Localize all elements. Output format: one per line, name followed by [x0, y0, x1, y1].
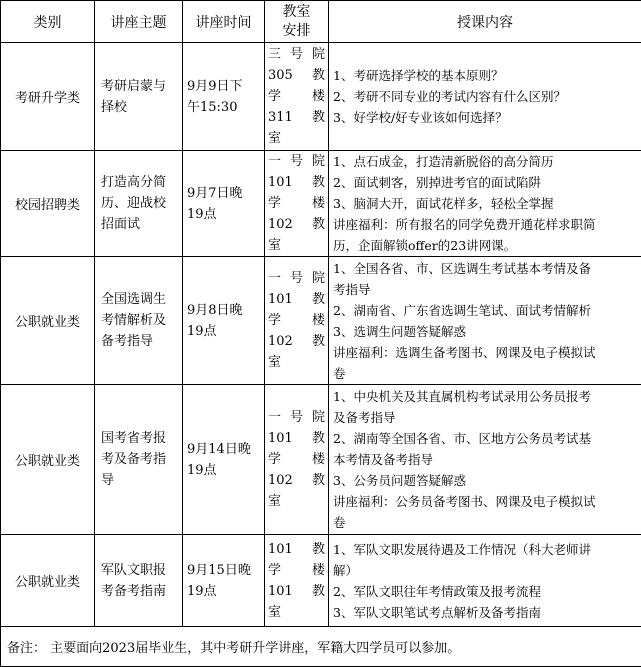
- category-cell: 公职就业类: [1, 385, 95, 535]
- category-cell: 公职就业类: [1, 535, 95, 627]
- content-cell-line: 及备考指导: [333, 407, 637, 428]
- content-cell-line: 2、考研不同专业的考试内容有什么区别？: [333, 86, 637, 107]
- content-cell-line: 3、好学校/好专业该如何选择？: [333, 107, 637, 128]
- content-cell-line: 解）: [333, 560, 637, 581]
- room-cell-line: 311 教: [268, 107, 325, 128]
- content-cell-line: 1、全国各省、市、区选调生考试基本考情及备: [333, 258, 637, 279]
- header-room-line-1: 教室: [269, 3, 324, 22]
- room-cell-line: 室: [268, 235, 325, 256]
- header-topic: 讲座主题: [95, 1, 183, 43]
- room-cell-line: 102 教: [268, 470, 325, 491]
- time-cell: [183, 257, 265, 385]
- content-cell-line: 3、脑洞大开，面试花样多，轻松全掌握: [333, 193, 637, 214]
- time-cell-line: 9月7日晚: [187, 183, 260, 204]
- content-cell: [329, 257, 641, 385]
- time-cell-line: 午15:30: [187, 97, 260, 118]
- content-cell-line: 考指导: [333, 279, 637, 300]
- content-cell-line: 讲座福利：所有报名的同学免费开通花样求职简: [333, 214, 637, 235]
- topic-cell-line: 招面试: [101, 214, 178, 235]
- content-cell-line: 1、点石成金，打造清新脱俗的高分简历: [333, 151, 637, 172]
- header-category: 类别: [1, 1, 95, 43]
- content-cell: [329, 151, 641, 257]
- header-room: [265, 1, 329, 43]
- category-cell: 考研升学类: [1, 43, 95, 151]
- room-cell-line: 学 楼: [268, 560, 325, 581]
- content-cell-line: 2、军队文职往年考情政策及报考流程: [333, 581, 637, 602]
- topic-cell-line: 择校: [101, 97, 178, 118]
- room-cell-line: 室: [268, 352, 325, 373]
- room-cell-line: 一号院: [268, 151, 325, 172]
- topic-cell-line: 国考省考报: [101, 428, 178, 449]
- room-cell-line: 101 教: [268, 289, 325, 310]
- content-cell: [329, 535, 641, 627]
- category-cell: 公职就业类: [1, 257, 95, 385]
- room-cell-line: 室: [268, 491, 325, 512]
- topic-cell-line: 备考指导: [101, 331, 178, 352]
- room-cell-line: 305 教: [268, 65, 325, 86]
- content-cell-line: 2、湖南等全国各省、市、区地方公务员考试基: [333, 428, 637, 449]
- content-cell-line: 历，企面解锁offer的23讲网课。: [333, 235, 637, 256]
- time-cell-line: 9月15日晚: [187, 560, 260, 581]
- topic-cell-line: 全国选调生: [101, 289, 178, 310]
- note-text: 备注： 主要面向2023届毕业生，其中考研升学讲座，军籍大四学员可以参加。: [1, 627, 641, 667]
- time-cell-line: 9月14日晚: [187, 439, 260, 460]
- topic-cell: [95, 257, 183, 385]
- content-cell-line: 2、面试刺客，别掉进考官的面试陷阱: [333, 172, 637, 193]
- time-cell-line: 9月9日下: [187, 76, 260, 97]
- time-cell-line: 19点: [187, 581, 260, 602]
- content-cell-line: 3、公务员问题答疑解惑: [333, 470, 637, 491]
- topic-cell-line: 导: [101, 470, 178, 491]
- content-cell-line: 2、湖南省、广东省选调生笔试、面试考情解析: [333, 300, 637, 321]
- topic-cell: [95, 535, 183, 627]
- room-cell-line: 102 教: [268, 214, 325, 235]
- room-cell: [265, 43, 329, 151]
- content-cell-line: 1、中央机关及其直属机构考试录用公务员报考: [333, 386, 637, 407]
- room-cell: [265, 257, 329, 385]
- header-time: 讲座时间: [183, 1, 265, 43]
- topic-cell-line: 军队文职报: [101, 560, 178, 581]
- topic-cell: [95, 151, 183, 257]
- room-cell: [265, 151, 329, 257]
- content-cell-line: 1、考研选择学校的基本原则？: [333, 65, 637, 86]
- time-cell-line: 19点: [187, 460, 260, 481]
- content-cell-line: 3、选调生问题答疑解惑: [333, 321, 637, 342]
- room-cell-line: 一号院: [268, 268, 325, 289]
- time-cell: [183, 43, 265, 151]
- content-cell-line: 1、军队文职发展待遇及工作情况（科大老师讲: [333, 539, 637, 560]
- topic-cell-line: 考情解析及: [101, 310, 178, 331]
- room-cell-line: 101 教: [268, 539, 325, 560]
- table-row: [1, 385, 641, 535]
- time-cell: [183, 535, 265, 627]
- content-cell-line: 3、军队文职笔试考点解析及备考指南: [333, 602, 637, 623]
- header-room-line-2: 安排: [269, 22, 324, 41]
- content-cell-line: 卷: [333, 512, 637, 533]
- room-cell-line: 学 楼: [268, 310, 325, 331]
- time-cell-line: 9月8日晚: [187, 300, 260, 321]
- table-row: [1, 151, 641, 257]
- room-cell-line: 101 教: [268, 581, 325, 602]
- content-cell-line: 讲座福利：选调生备考图书、网课及电子模拟试: [333, 342, 637, 363]
- room-cell: [265, 385, 329, 535]
- content-cell-line: 讲座福利：公务员备考图书、网课及电子模拟试: [333, 491, 637, 512]
- room-cell-line: 学 楼: [268, 193, 325, 214]
- header-content: 授课内容: [329, 1, 641, 43]
- content-cell-line: 卷: [333, 363, 637, 384]
- content-cell-line: 本考情及备考指导: [333, 449, 637, 470]
- room-cell-line: 室: [268, 128, 325, 149]
- room-cell-line: 101 教: [268, 428, 325, 449]
- room-cell-line: 室: [268, 602, 325, 623]
- note-row: [1, 627, 641, 667]
- time-cell: [183, 385, 265, 535]
- room-cell-line: 三号院: [268, 44, 325, 65]
- room-cell-line: 101 教: [268, 172, 325, 193]
- topic-cell-line: 历、迎战校: [101, 193, 178, 214]
- table-row: [1, 257, 641, 385]
- content-cell: [329, 43, 641, 151]
- topic-cell: [95, 385, 183, 535]
- content-cell: [329, 385, 641, 535]
- room-cell-line: 102 教: [268, 331, 325, 352]
- table-row: [1, 535, 641, 627]
- topic-cell-line: 打造高分简: [101, 172, 178, 193]
- time-cell-line: 19点: [187, 321, 260, 342]
- topic-cell: [95, 43, 183, 151]
- category-cell: 校园招聘类: [1, 151, 95, 257]
- topic-cell-line: 考及备考指: [101, 449, 178, 470]
- table-row: [1, 43, 641, 151]
- room-cell-line: 学 楼: [268, 449, 325, 470]
- room-cell-line: 学 楼: [268, 86, 325, 107]
- topic-cell-line: 考研启蒙与: [101, 76, 178, 97]
- topic-cell-line: 考备考指南: [101, 581, 178, 602]
- room-cell: [265, 535, 329, 627]
- room-cell-line: 一号院: [268, 407, 325, 428]
- time-cell: [183, 151, 265, 257]
- time-cell-line: 19点: [187, 204, 260, 225]
- header-row: [1, 1, 641, 43]
